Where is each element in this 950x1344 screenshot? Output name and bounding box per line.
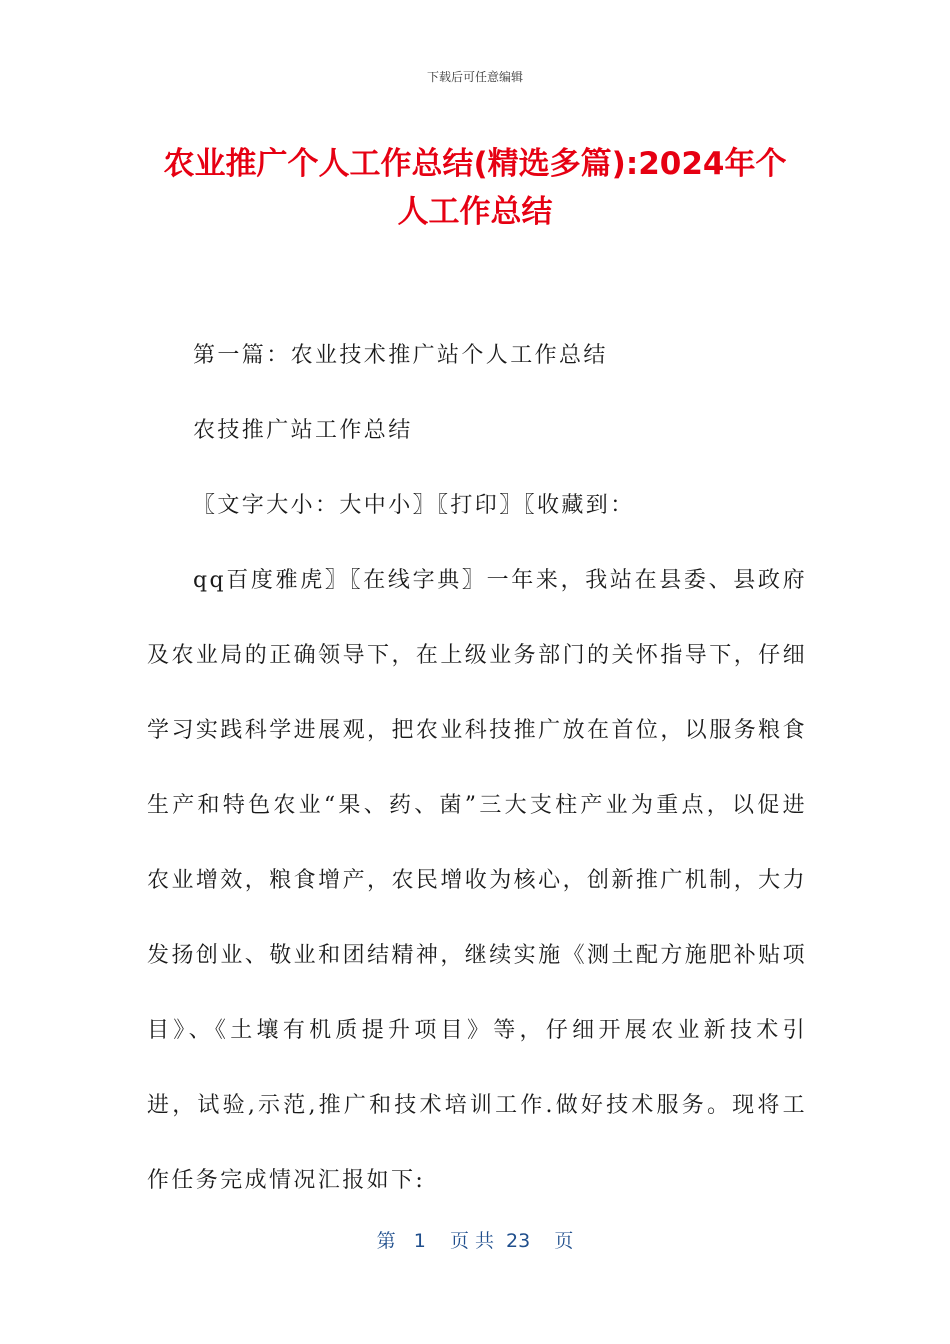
section-heading: 第一篇：农业技术推广站个人工作总结 xyxy=(193,343,608,368)
document-body xyxy=(147,318,807,1218)
header-note: 下载后可任意编辑 xyxy=(426,70,523,84)
page-number-footer: 第 1 页 共 23 页 xyxy=(376,1230,574,1252)
body-paragraph: qq百度雅虎〗〖在线字典〗一年来，我站在县委、县政府及农业局的正确领导下，在上级业务部门的关怀指导下，仔细学习实践科学进展观，把农业科技推广放在首位，以服务粮食生产和特色农业“果、药、菌”三大支柱产业为重点，以促进农业增效，粮食增产，农民增收为核心，创新推广机制，大力发扬创业、敬业和团结精神，继续实施《测土配方施肥补贴项目》、《土壤有机质提升项目》等，仔细开展农业新技术引进，试验,示范,推广和技术培训工作.做好技术服务。现将工作任务完成情况汇报如下: xyxy=(147,568,807,1193)
subheading: 农技推广站工作总结 xyxy=(193,418,413,443)
title-line-2: 人工作总结 xyxy=(397,194,553,230)
toolbar-line: 〖文字大小：大中小〗〖打印〗〖收藏到： xyxy=(193,493,635,518)
document-title xyxy=(110,140,840,236)
title-line-1: 农业推广个人工作总结(精选多篇):2024年个 xyxy=(163,146,787,182)
